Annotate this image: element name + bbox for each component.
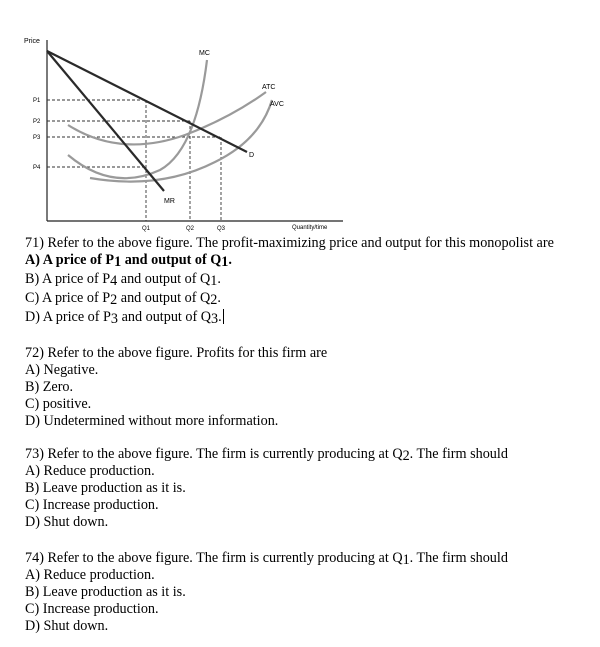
- answer-option: C) A price of $P_2$ and output of $Q_2$.: [25, 290, 221, 308]
- answer-option: B) Leave production as it is.: [25, 480, 186, 496]
- demand-label: D: [249, 152, 255, 159]
- question-stem: 71) Refer to the above figure. The profit-maximizing price and output for this monopolist are: [25, 235, 554, 251]
- question-73: [25, 446, 590, 531]
- y-axis-label: Price: [24, 38, 40, 45]
- answer-option: A) A price of $P_1$ and output of $Q_1$.: [25, 252, 232, 270]
- question-stem: 72) Refer to the above figure. Profits for this firm are: [25, 345, 328, 361]
- avc-curve: [90, 100, 272, 182]
- answer-option: C) Increase production.: [25, 601, 159, 617]
- question-74: [25, 550, 590, 635]
- q1-label: Q1: [142, 226, 151, 232]
- answer-option: D) A price of $P_3$ and output of $Q_3$.: [25, 309, 222, 327]
- answer-option: B) A price of $P_4$ and output of $Q_1$.: [25, 271, 221, 289]
- q3-label: Q3: [217, 226, 226, 232]
- answer-option: A) Reduce production.: [25, 567, 155, 583]
- p2-label: P2: [33, 119, 41, 125]
- answer-option: A) Reduce production.: [25, 463, 155, 479]
- mr-label: MR: [164, 198, 175, 205]
- answer-option: C) Increase production.: [25, 497, 159, 513]
- p4-label: P4: [33, 165, 41, 171]
- answer-option: B) Zero.: [25, 379, 74, 395]
- question-stem: 74) Refer to the above figure. The firm is currently producing at $Q_1$. The firm should: [25, 550, 508, 568]
- answer-option: B) Leave production as it is.: [25, 584, 186, 600]
- monopoly-cost-revenue-figure: [0, 0, 600, 240]
- atc-label: ATC: [262, 84, 276, 91]
- answer-option: D) Shut down.: [25, 514, 109, 530]
- answer-option: C) positive.: [25, 396, 92, 412]
- p1-label: P1: [33, 98, 41, 104]
- text-cursor: [223, 309, 224, 324]
- q2-label: Q2: [186, 226, 195, 232]
- question-stem: 73) Refer to the above figure. The firm is currently producing at $Q_2$. The firm should: [25, 446, 508, 464]
- p3-label: P3: [33, 135, 41, 141]
- mc-label: MC: [199, 50, 210, 57]
- avc-label: AVC: [270, 101, 284, 108]
- answer-option: A) Negative.: [25, 362, 99, 378]
- answer-option: D) Shut down.: [25, 618, 109, 634]
- x-axis-label: Quantity/time: [292, 225, 328, 231]
- question-72: [25, 345, 590, 430]
- question-71: [25, 235, 590, 326]
- answer-option: D) Undetermined without more information.: [25, 413, 279, 429]
